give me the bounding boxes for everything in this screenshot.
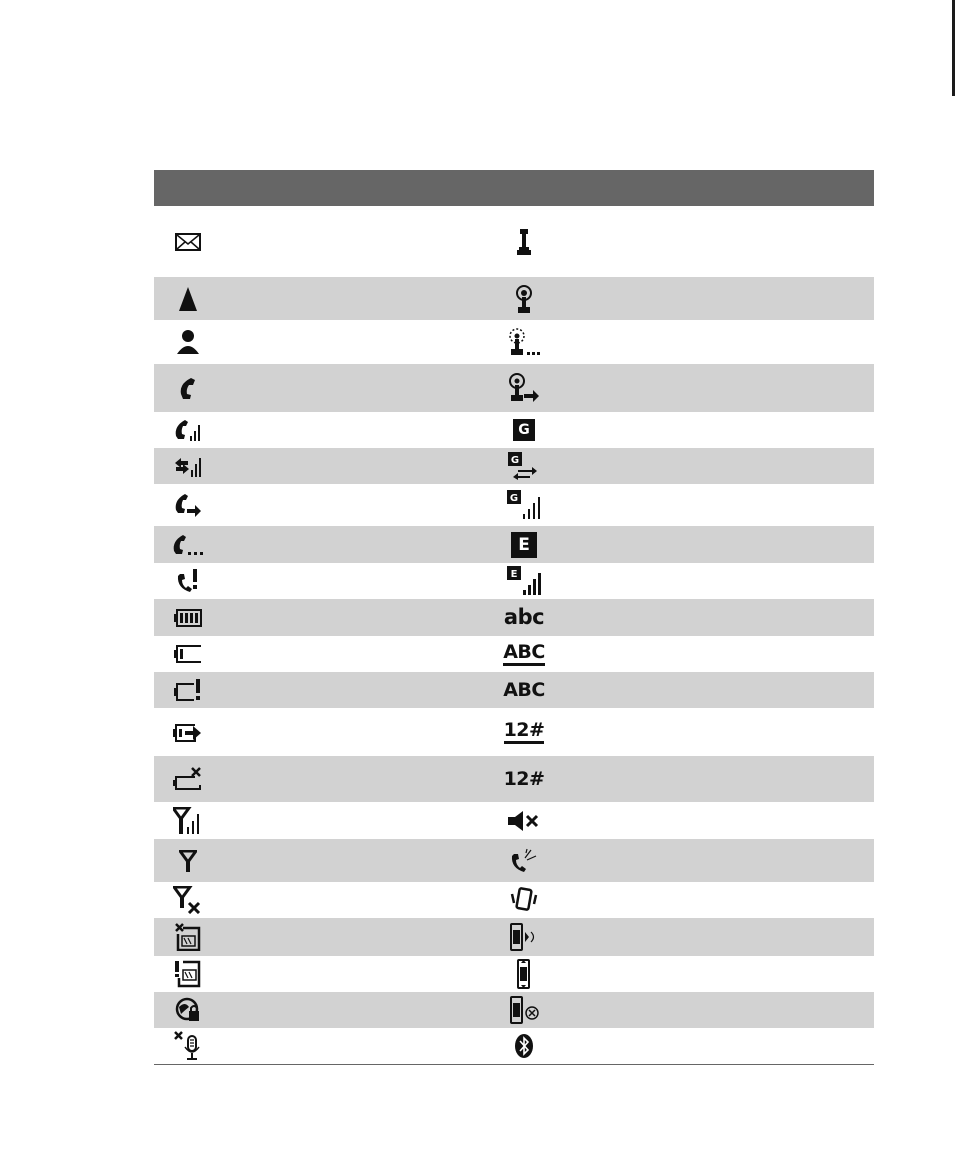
- sim-alert-icon: [168, 957, 208, 991]
- table-row: [154, 320, 874, 364]
- table-row: [154, 206, 874, 277]
- table-row: [154, 448, 874, 484]
- data-arrows-signal-icon: [168, 449, 208, 483]
- phone-ringing-icon: [504, 844, 544, 878]
- phone-handset-icon: [168, 371, 208, 405]
- table-row: [154, 839, 874, 882]
- table-row: [154, 484, 874, 526]
- battery-full-icon: [168, 601, 208, 635]
- signal-triangle-icon: [168, 282, 208, 316]
- pawn-icon: [504, 225, 544, 259]
- card-sound-icon: [504, 920, 544, 954]
- lowercase-abc-icon: abc: [503, 605, 545, 629]
- table-row: [154, 1028, 874, 1064]
- bluetooth-icon: [504, 1029, 544, 1063]
- antenna-off-icon: [168, 883, 208, 917]
- table-row: [154, 672, 874, 708]
- gprs-arrows-icon: [504, 449, 544, 483]
- table-row: [154, 563, 874, 599]
- caps-abc-icon: ABC: [503, 678, 545, 701]
- phone-forward-icon: [168, 488, 208, 522]
- table-row: [154, 412, 874, 448]
- table-row: [154, 708, 874, 756]
- table-row: [154, 756, 874, 802]
- table-row: [154, 956, 874, 992]
- svg-text:E: E: [510, 569, 518, 580]
- person-icon: [168, 325, 208, 359]
- svg-text:G: G: [510, 455, 520, 466]
- table-row: [154, 599, 874, 636]
- vibrate-icon: [504, 883, 544, 917]
- numeric-underlined-icon: 12#: [504, 715, 544, 749]
- table-row: [154, 526, 874, 563]
- table-header: [154, 170, 874, 206]
- table-row: [154, 918, 874, 956]
- table-row: [154, 992, 874, 1028]
- mic-off-icon: [168, 1029, 208, 1063]
- phone-dialing-icon: [168, 528, 208, 562]
- envelope-icon: [168, 225, 208, 259]
- battery-low-icon: [168, 637, 208, 671]
- roaming-lock-icon: [168, 993, 208, 1027]
- icon-reference-table: [154, 170, 874, 1065]
- sim-missing-icon: [168, 920, 208, 954]
- card-slot-icon: [504, 957, 544, 991]
- phone-alert-icon: [168, 564, 208, 598]
- gprs-signal-icon: [504, 488, 544, 522]
- table-row: [154, 882, 874, 918]
- battery-missing-icon: [168, 762, 208, 796]
- table-row: [154, 364, 874, 412]
- caps-abc-underlined-icon: ABC: [504, 637, 544, 671]
- edge-icon: E: [504, 528, 544, 562]
- table-row: [154, 636, 874, 672]
- pawn-wireless-dots-icon: [504, 325, 544, 359]
- table-bottom-rule: [154, 1064, 874, 1065]
- antenna-signal-icon: [168, 804, 208, 838]
- table-row: [154, 802, 874, 839]
- svg-text:G: G: [509, 493, 519, 504]
- antenna-icon: [168, 844, 208, 878]
- numeric-icon: 12#: [503, 767, 545, 790]
- table-row: [154, 277, 874, 320]
- edge-signal-icon: [504, 564, 544, 598]
- pawn-wireless-arrow-icon: [504, 371, 544, 405]
- pawn-wireless-icon: [504, 282, 544, 316]
- speaker-mute-icon: [504, 804, 544, 838]
- battery-charging-icon: [168, 715, 208, 749]
- gprs-icon: G: [504, 413, 544, 447]
- phone-signal-icon: [168, 413, 208, 447]
- card-error-icon: [504, 993, 544, 1027]
- battery-alert-icon: [168, 673, 208, 707]
